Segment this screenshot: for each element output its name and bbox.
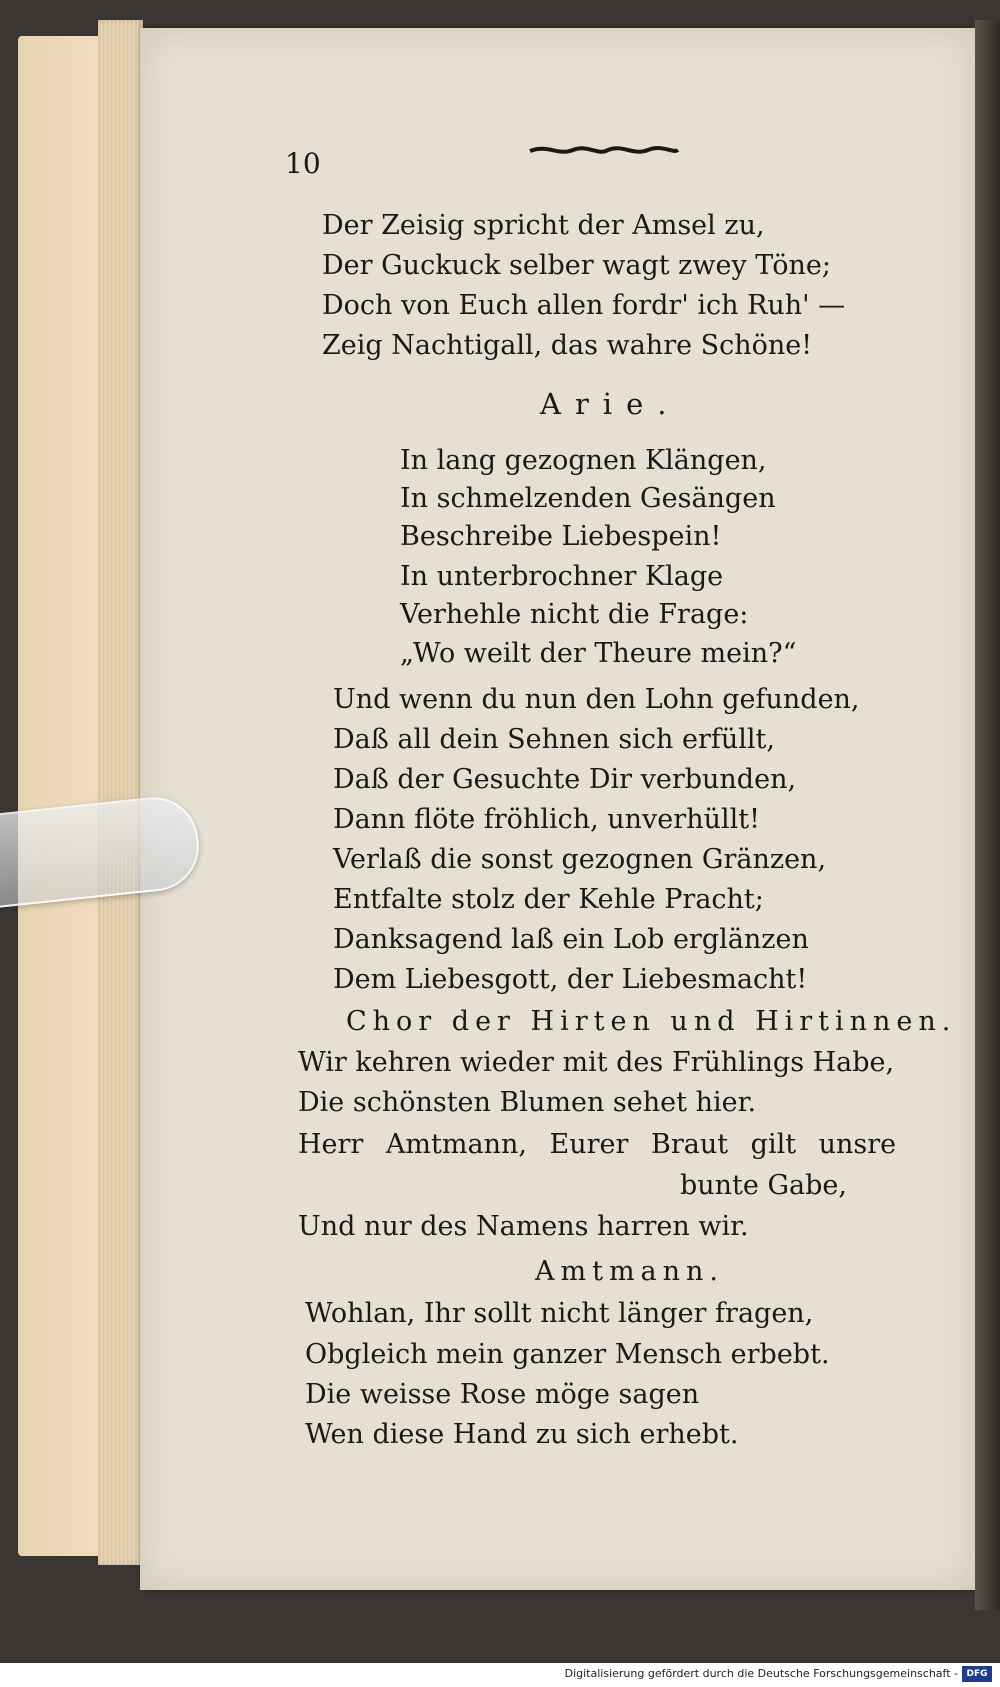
ornament-rule <box>528 142 680 158</box>
amtmann-line: Wohlan, Ihr sollt nicht länger fragen, <box>305 1298 814 1329</box>
aria-line: In unterbrochner Klage <box>400 561 724 592</box>
chorus-line: Die schönsten Blumen sehet hier. <box>298 1087 757 1118</box>
chorus-heading: Chor der Hirten und Hirtinnen. <box>346 1006 957 1037</box>
chorus-line-continuation: bunte Gabe, <box>680 1170 847 1201</box>
stanza2-line: Dann flöte fröhlich, unverhüllt! <box>333 804 760 835</box>
stanza2-line: Und wenn du nun den Lohn gefunden, <box>333 684 860 715</box>
aria-line: In lang gezognen Klängen, <box>400 445 767 476</box>
amtmann-line: Die weisse Rose möge sagen <box>305 1379 700 1410</box>
page-number: 10 <box>285 147 321 180</box>
stanza2-line: Dem Liebesgott, der Liebesmacht! <box>333 964 808 995</box>
stanza1-line: Der Zeisig spricht der Amsel zu, <box>322 210 765 241</box>
chorus-line: Wir kehren wieder mit des Frühlings Habe, <box>298 1047 895 1078</box>
stanza2-line: Entfalte stolz der Kehle Pracht; <box>333 884 764 915</box>
aria-line: „Wo weilt der Theure mein?“ <box>400 638 797 669</box>
stanza2-line: Danksagend laß ein Lob erglänzen <box>333 924 809 955</box>
stanza1-line: Doch von Euch allen fordr' ich Ruh' — <box>322 290 846 321</box>
chorus-line: Und nur des Namens harren wir. <box>298 1211 749 1242</box>
amtmann-heading: Amtmann. <box>535 1256 725 1287</box>
stanza1-line: Zeig Nachtigall, das wahre Schöne! <box>322 330 813 361</box>
dfg-logo: DFG <box>962 1666 992 1682</box>
stanza2-line: Daß all dein Sehnen sich erfüllt, <box>333 724 775 755</box>
page-edges <box>98 20 143 1565</box>
aria-line: Verhehle nicht die Frage: <box>400 599 749 630</box>
stanza2-line: Daß der Gesuchte Dir verbunden, <box>333 764 797 795</box>
amtmann-line: Wen diese Hand zu sich erhebt. <box>305 1419 739 1450</box>
amtmann-line: Obgleich mein ganzer Mensch erbebt. <box>305 1339 830 1370</box>
aria-line: Beschreibe Liebespein! <box>400 521 722 552</box>
page-right-edge <box>975 20 1000 1610</box>
aria-heading: Arie. <box>540 387 681 421</box>
stanza2-line: Verlaß die sonst gezognen Gränzen, <box>333 844 827 875</box>
footer-credit: Digitalisierung gefördert durch die Deutsche Forschungsgemeinschaft - <box>564 1667 958 1680</box>
stanza1-line: Der Guckuck selber wagt zwey Töne; <box>322 250 831 281</box>
aria-line: In schmelzenden Gesängen <box>400 483 776 514</box>
chorus-line: Herr Amtmann, Eurer Braut gilt unsre <box>298 1129 897 1160</box>
